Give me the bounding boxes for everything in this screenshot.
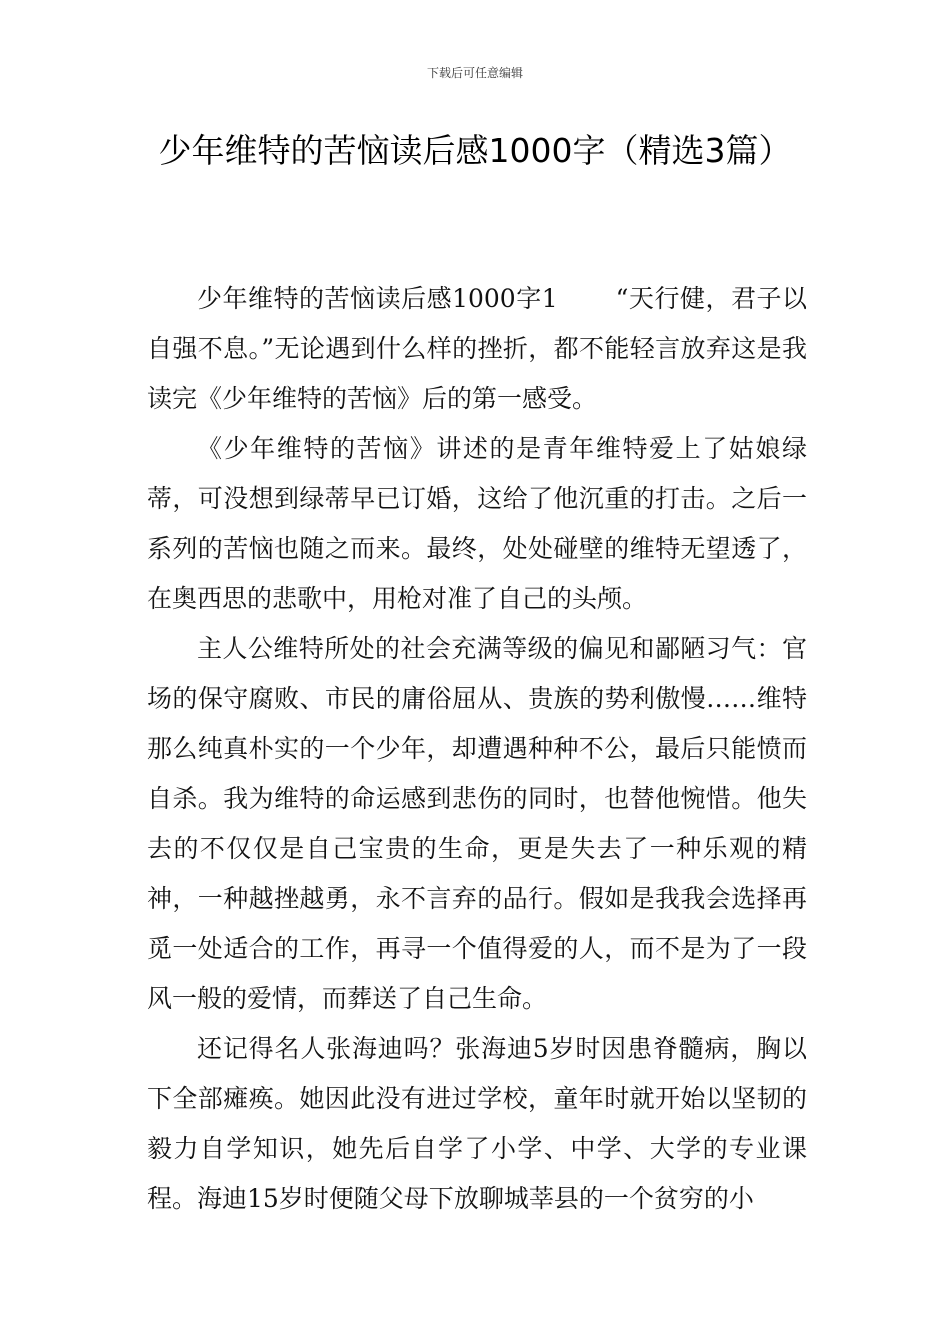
header-note: 下载后可任意编辑 bbox=[426, 66, 523, 80]
section-heading: 少年维特的苦恼读后感1000字1 bbox=[197, 284, 558, 313]
paragraph-text: “天行健，君子以自强不息。”无论遇到什么样的挫折，都不能轻言放弃这是我读完《少年维特的苦恼》后的第一感受。 bbox=[147, 284, 807, 413]
paragraph-2 bbox=[147, 424, 807, 624]
paragraph-4 bbox=[147, 1024, 807, 1224]
paragraph-text: 主人公维特所处的社会充满等级的偏见和鄙陋习气：官场的保守腐败、市民的庸俗屈从、贵族的势利傲慢……维特那么纯真朴实的一个少年，却遭遇种种不公，最后只能愤而自杀。我为维特的命运感到悲伤的同时，也替他惋惜。他失去的不仅仅是自己宝贵的生命，更是失去了一种乐观的精神，一种越挫越勇，永不言弃的品行。假如是我我会选择再觅一处适合的工作，再寻一个值得爱的人，而不是为了一段风一般的爱情，而葬送了自己生命。 bbox=[147, 634, 807, 1013]
paragraph-1 bbox=[147, 274, 807, 424]
paragraph-3 bbox=[147, 624, 807, 1024]
paragraph-text: 《少年维特的苦恼》讲述的是青年维特爱上了姑娘绿蒂，可没想到绿蒂早已订婚，这给了他沉重的打击。之后一系列的苦恼也随之而来。最终，处处碰壁的维特无望透了，在奥西思的悲歌中，用枪对准了自己的头颅。 bbox=[147, 434, 807, 613]
paragraph-text: 还记得名人张海迪吗？张海迪5岁时因患脊髓病，胸以下全部瘫痪。她因此没有进过学校，童年时就开始以坚韧的毅力自学知识，她先后自学了小学、中学、大学的专业课程。海迪15岁时便随父母下放聊城莘县的一个贫穷的小 bbox=[147, 1034, 807, 1213]
document-body bbox=[147, 274, 807, 1224]
document-title: 少年维特的苦恼读后感1000字（精选3篇） bbox=[158, 131, 792, 170]
